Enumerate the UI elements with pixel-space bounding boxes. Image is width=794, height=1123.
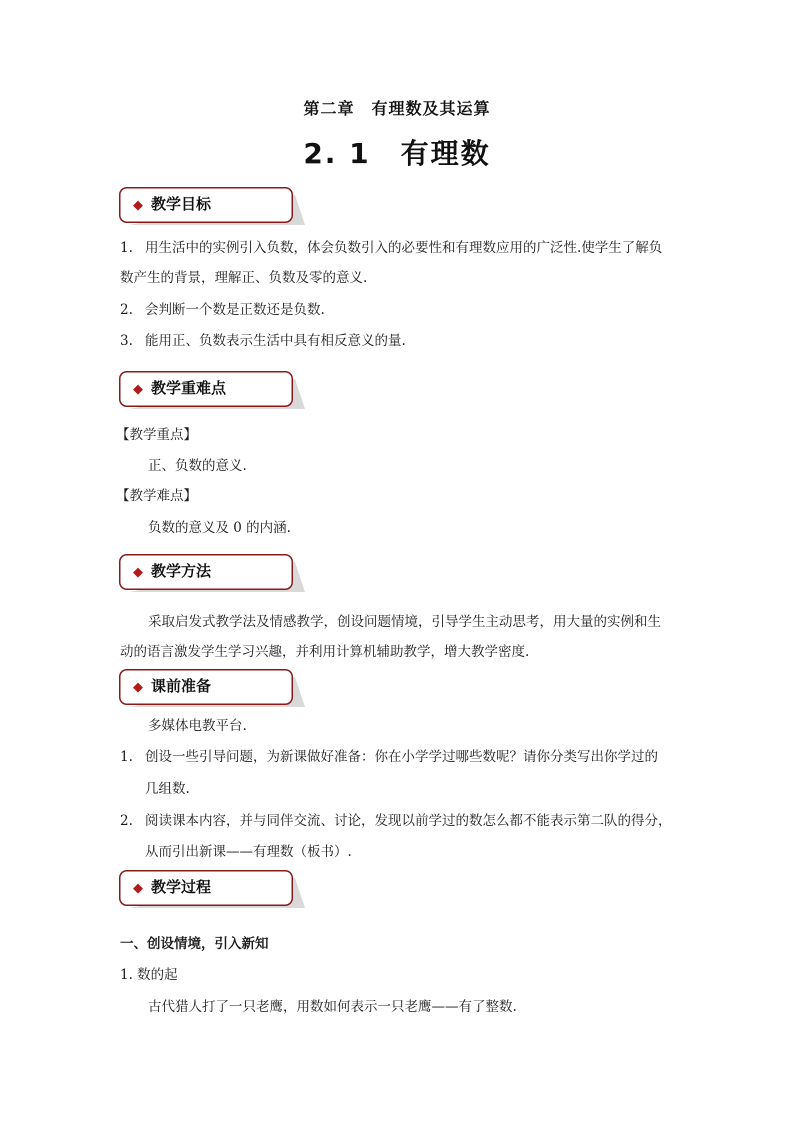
process-point: 1. 数的起 (120, 967, 178, 983)
diamond-icon: ◆ (133, 881, 143, 896)
list-item-text: 几组数. (145, 781, 190, 797)
paragraph-line: 动的语言激发学生学习兴趣，并利用计算机辅助教学，增大教学密度. (120, 644, 530, 660)
focus-text: 正、负数的意义. (148, 458, 247, 474)
list-item-text: 用生活中的实例引入负数，体会负数引入的必要性和有理数应用的广泛性.使学生了解负 (145, 240, 663, 256)
list-item-text: 会判断一个数是正数还是负数. (145, 302, 325, 318)
section-tag-label: 教学目标 (151, 195, 212, 213)
section-tag-label: 教学重难点 (151, 379, 227, 397)
process-text: 古代猎人打了一只老鹰，用数如何表示一只老鹰——有了整数. (148, 999, 517, 1015)
section-tag-preparation (119, 669, 293, 705)
list-item-text: 从而引出新课——有理数（板书）. (145, 844, 352, 860)
list-number: 2. (120, 813, 133, 829)
preparation-intro: 多媒体电教平台. (148, 718, 247, 734)
section-tag-label: 课前准备 (151, 677, 212, 695)
section-tag-key-points (119, 371, 293, 407)
section-tag-process (119, 870, 293, 906)
section-tag-label: 教学过程 (151, 878, 212, 896)
section-tag-goals (119, 187, 293, 223)
list-number: 3. (120, 333, 133, 349)
list-number: 1. (120, 240, 133, 256)
difficulty-text: 负数的意义及 0 的内涵. (148, 520, 291, 536)
list-item-text: 数产生的背景，理解正、负数及零的意义. (120, 270, 368, 286)
section-title: 2. 1 有理数 (303, 137, 491, 170)
list-item-text: 能用正、负数表示生活中具有相反意义的量. (145, 333, 406, 349)
diamond-icon: ◆ (133, 680, 143, 695)
diamond-icon: ◆ (133, 565, 143, 580)
section-tag-method (119, 554, 293, 590)
process-subheading: 一、创设情境，引入新知 (120, 936, 269, 952)
list-number: 1. (120, 749, 133, 765)
diamond-icon: ◆ (133, 382, 143, 397)
list-number: 2. (120, 302, 133, 318)
diamond-icon: ◆ (133, 198, 143, 213)
section-tag-label: 教学方法 (151, 562, 212, 580)
list-item-text: 阅读课本内容，并与同伴交流、讨论，发现以前学过的数怎么都不能表示第二队的得分， (145, 813, 672, 829)
chapter-title: 第二章 有理数及其运算 (303, 99, 491, 118)
focus-label: 【教学重点】 (116, 427, 197, 443)
paragraph-line: 采取启发式教学法及情感教学，创设问题情境，引导学生主动思考，用大量的实例和生 (148, 614, 661, 630)
list-item-text: 创设一些引导问题，为新课做好准备：你在小学学过哪些数呢？请你分类写出你学过的 (145, 749, 658, 765)
difficulty-label: 【教学难点】 (116, 488, 197, 504)
